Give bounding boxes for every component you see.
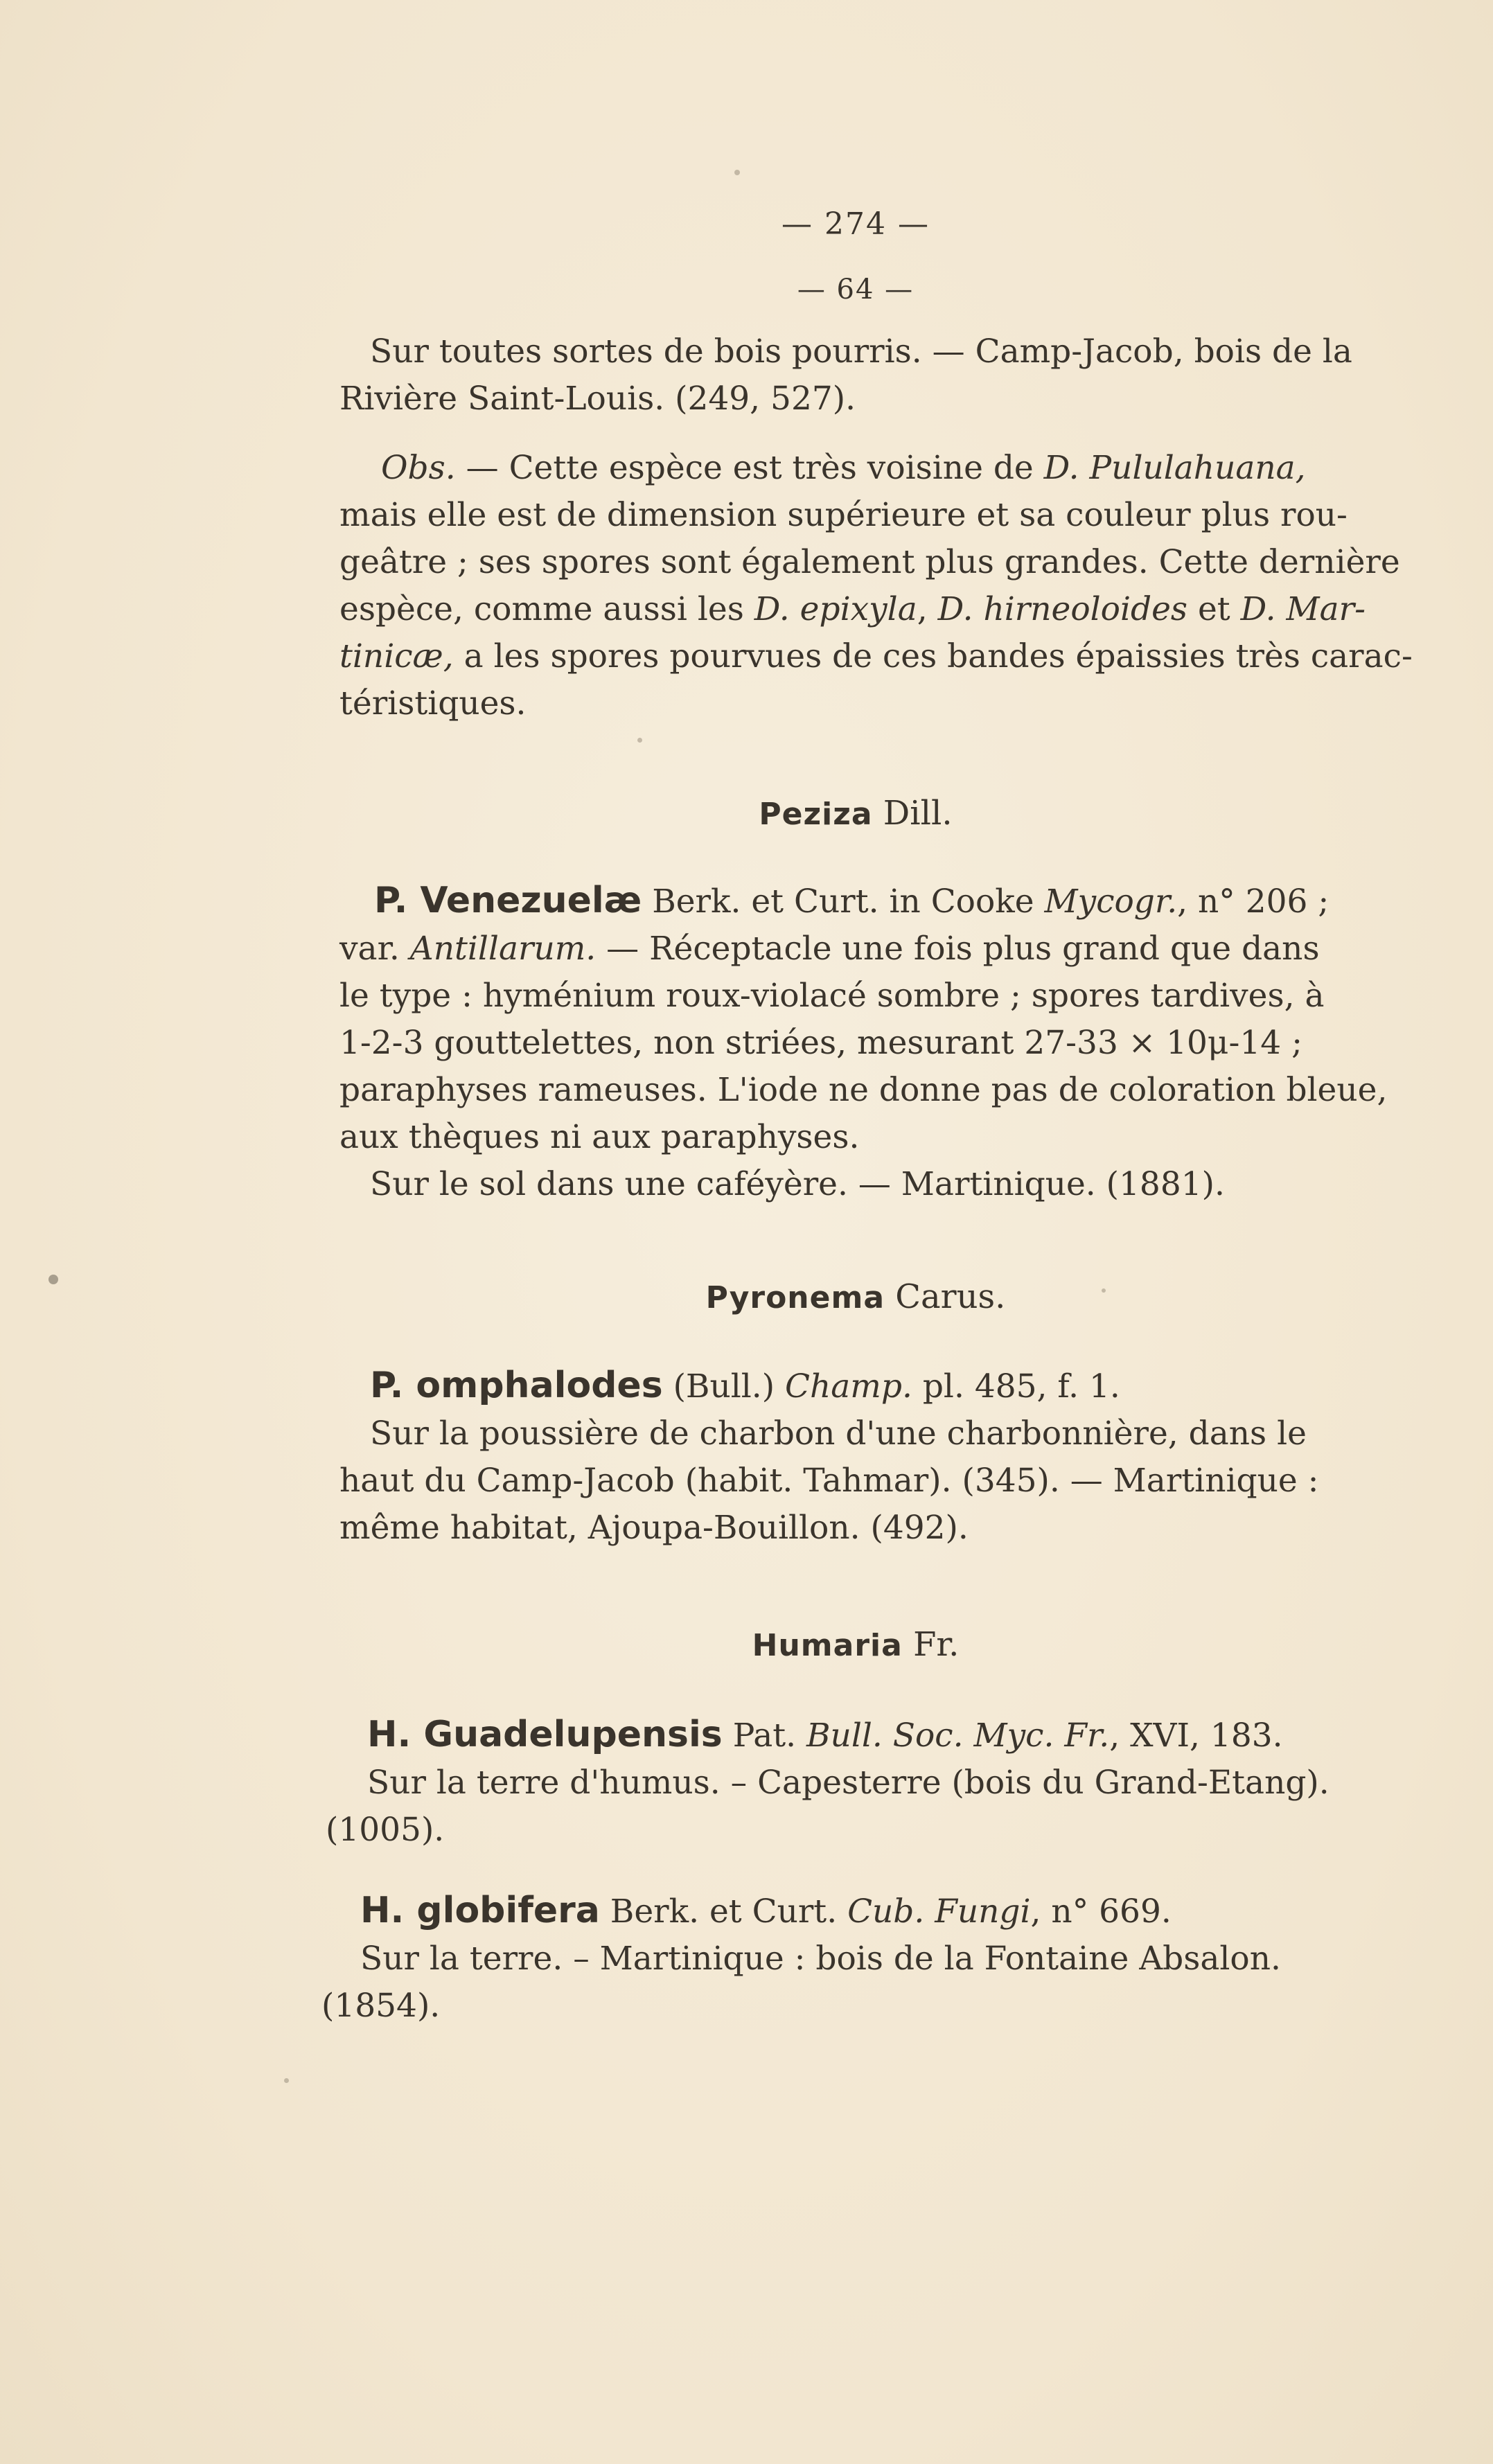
- species-ref-martinicae-cont: tinicæ,: [339, 637, 454, 675]
- obs-label: Obs.: [381, 449, 456, 487]
- genus-name-pyronema: Pyronema: [705, 1280, 885, 1315]
- habitat-text-3: même habitat, Ajoupa-Bouillon. (492).: [339, 1509, 969, 1547]
- entry-title-line: [339, 1362, 1372, 1410]
- species-prefix: P.: [374, 880, 421, 921]
- obs-paragraph: [339, 445, 1413, 727]
- obs-line-5: [339, 633, 1413, 680]
- description-line-3: [339, 1020, 1372, 1067]
- habitat-text-2: (1854).: [321, 1987, 441, 2025]
- obs-line-1: [339, 445, 1372, 492]
- habitat-line-2: [321, 1983, 1372, 2030]
- obs-text-1: — Cette espèce est très voisine de: [455, 449, 1044, 487]
- variety-name: Antillarum.: [409, 930, 597, 968]
- species-name: Venezuelæ: [420, 880, 642, 921]
- paper-speck: [48, 1275, 58, 1284]
- genus-author-pyronema: Carus.: [885, 1277, 1006, 1316]
- intro-line-2: [339, 375, 1372, 423]
- intro-line-1-text: Sur toutes sortes de bois pourris. — Camp-Jacob, bois de la: [370, 333, 1352, 371]
- species-reference-detail: , n° 206 ;: [1177, 883, 1329, 921]
- obs-line-3: [339, 539, 1400, 586]
- obs-text-3: geâtre ; ses spores sont également plus grandes. Cette dernière: [339, 543, 1400, 581]
- description-line-5: [339, 1114, 1372, 1161]
- page-number-primary: [339, 201, 1372, 248]
- genus-name-peziza: Peziza: [759, 797, 873, 832]
- description-4: paraphyses rameuses. L'iode ne donne pas de coloration bleue,: [339, 1071, 1388, 1109]
- variety-label: var.: [339, 930, 410, 968]
- obs-text-5: a les spores pourvues de ces bandes épaissies très carac-: [453, 637, 1413, 675]
- habitat-line-2: [339, 1457, 1372, 1505]
- paper-speck: [637, 738, 642, 743]
- species-authority: Pat.: [722, 1717, 807, 1755]
- intro-line-1: [339, 328, 1372, 375]
- species-reference: Cub. Fungi: [847, 1893, 1031, 1931]
- species-reference: Mycogr.: [1044, 883, 1178, 921]
- species-reference-detail: pl. 485, f. 1.: [912, 1367, 1120, 1406]
- habitat-line-2: [326, 1807, 1372, 1854]
- habitat-text-1: Sur la terre d'humus. – Capesterre (bois du Grand-Etang).: [367, 1764, 1329, 1802]
- species-prefix: H.: [360, 1890, 417, 1931]
- genus-author-humaria: Fr.: [902, 1625, 960, 1664]
- species-reference-detail: , XVI, 183.: [1109, 1717, 1283, 1755]
- obs-text-4b: ,: [917, 590, 938, 628]
- species-reference-detail: , n° 669.: [1030, 1893, 1172, 1931]
- page-number-secondary: [339, 266, 1372, 313]
- obs-text-4a: espèce, comme aussi les: [339, 590, 754, 628]
- page-number-secondary-text: — 64 —: [797, 274, 915, 305]
- habitat-line-1: [339, 1410, 1372, 1457]
- species-name: omphalodes: [416, 1365, 663, 1406]
- habitat-text-1: Sur la poussière de charbon d'une charbonnière, dans le: [370, 1415, 1307, 1453]
- habitat-text: Sur le sol dans une caféyère. — Martinique. (1881).: [370, 1165, 1225, 1203]
- page-number-primary-text: — 274 —: [781, 206, 930, 242]
- habitat-line-1: [339, 1935, 1372, 1983]
- description-line-4: [339, 1067, 1388, 1114]
- species-name: Guadelupensis: [423, 1714, 723, 1755]
- species-ref-pululahuana: D. Pululahuana,: [1043, 449, 1306, 487]
- species-authority: Berk. et Curt.: [599, 1893, 848, 1931]
- description-1: — Réceptacle une fois plus grand que dans: [596, 930, 1320, 968]
- habitat-text-1: Sur la terre. – Martinique : bois de la Fontaine Absalon.: [360, 1940, 1281, 1978]
- species-prefix: H.: [367, 1714, 424, 1755]
- species-authority: Berk. et Curt. in Cooke: [642, 883, 1045, 921]
- entry-peziza-venezuelae: [339, 877, 1388, 1208]
- habitat-text-2: haut du Camp-Jacob (habit. Tahmar). (345). — Martinique :: [339, 1462, 1319, 1500]
- description-3: 1-2-3 gouttelettes, non striées, mesurant 27-33 × 10μ-14 ;: [339, 1024, 1302, 1062]
- species-ref-martinicae: D. Mar-: [1240, 590, 1366, 628]
- obs-line-6: [339, 680, 1372, 727]
- species-ref-hirneoloides: D. hirneoloides: [937, 590, 1188, 628]
- entry-title-line: [339, 1711, 1372, 1760]
- entry-humaria-guadelupensis: [326, 1711, 1372, 1854]
- habitat-text-2: (1005).: [326, 1811, 445, 1849]
- species-reference: Champ.: [785, 1367, 912, 1406]
- habitat-line-1: [339, 1760, 1372, 1807]
- species-prefix: P.: [370, 1365, 416, 1406]
- paper-speck: [1102, 1288, 1106, 1293]
- obs-text-2: mais elle est de dimension supérieure et sa couleur plus rou-: [339, 496, 1348, 534]
- genus-heading-peziza: [339, 790, 1372, 838]
- species-authority: (Bull.): [662, 1367, 786, 1406]
- entry-humaria-globifera: [321, 1887, 1372, 2030]
- habitat-line: [339, 1161, 1372, 1208]
- obs-text-4c: et: [1187, 590, 1241, 628]
- genus-name-humaria: Humaria: [752, 1628, 903, 1663]
- intro-line-2-text: Rivière Saint-Louis. (249, 527).: [339, 380, 856, 418]
- entry-title-line: [339, 877, 1372, 925]
- variety-line: [339, 925, 1372, 973]
- paper-speck: [734, 170, 740, 175]
- entry-pyronema-omphalodes: [339, 1362, 1372, 1552]
- obs-line-4: [339, 586, 1372, 633]
- description-2: le type : hyménium roux-violacé sombre ; spores tardives, à: [339, 977, 1325, 1015]
- genus-heading-humaria: [339, 1621, 1372, 1669]
- description-5: aux thèques ni aux paraphyses.: [339, 1118, 860, 1156]
- species-reference: Bull. Soc. Myc. Fr.: [806, 1717, 1110, 1755]
- genus-heading-pyronema: [339, 1273, 1372, 1322]
- habitat-line-3: [339, 1505, 1372, 1552]
- species-ref-epixyla: D. epixyla: [754, 590, 917, 628]
- intro-paragraph: [339, 328, 1372, 423]
- obs-line-2: [339, 492, 1372, 539]
- species-name: globifera: [416, 1890, 600, 1931]
- description-line-2: [339, 973, 1372, 1020]
- obs-text-6: téristiques.: [339, 684, 527, 723]
- entry-title-line: [339, 1887, 1372, 1935]
- paper-speck: [284, 2078, 289, 2083]
- genus-author-peziza: Dill.: [872, 794, 953, 833]
